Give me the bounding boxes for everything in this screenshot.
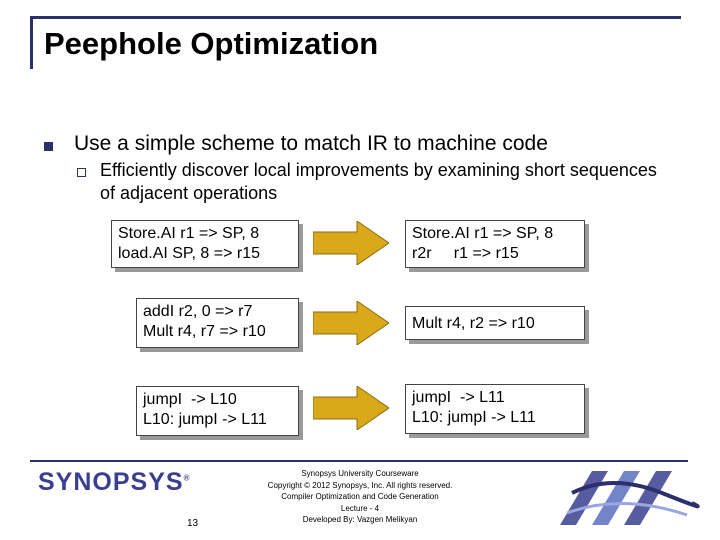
footer-divider [30,460,688,462]
logo-registered-mark: ® [183,473,191,483]
sub-bullet-square-icon [77,168,86,177]
page-number: 13 [187,518,199,529]
sub-bullet-text: Efficiently discover local improvements by examining short sequences of adjacent operations [100,160,657,203]
synopsys-logo [38,468,190,497]
code-line: L10: jumpI -> L11 [412,409,536,426]
code-line: Store.AI r1 => SP, 8 [118,225,260,242]
logo-text: SYNOPSYS [38,468,184,496]
code-line: Store.AI r1 => SP, 8 [412,225,554,242]
code-line: addI r2, 0 => r7 [143,303,253,320]
code-line: Mult r4, r2 => r10 [412,315,535,332]
right-arrow-icon [313,301,389,345]
credit-line: Synopsys University Courseware [301,469,419,478]
code-line: jumpI -> L10 [143,391,237,408]
courseware-credits [250,468,470,526]
university-logo-icon [552,463,702,533]
code-line: r2r r1 => r15 [412,245,519,262]
after-code-box-3 [405,384,585,434]
code-line: load.AI SP, 8 => r15 [118,245,261,262]
before-code-box-1 [111,220,299,268]
credit-line: Compiler Optimization and Code Generation [281,492,439,501]
credit-line: Lecture - 4 [340,503,380,513]
slide-title: Peephole Optimization [44,26,379,61]
code-line: Mult r4, r7 => r10 [143,323,266,340]
before-code-box-2 [136,298,299,348]
right-arrow-icon [313,386,389,430]
bullet-text: Use a simple scheme to match IR to machine code [74,132,548,155]
credit-line: Developed By: Vazgen Melikyan [302,515,418,524]
code-line: L10: jumpI -> L11 [143,411,267,428]
code-line: jumpI -> L11 [412,389,505,406]
after-code-box-1 [405,220,585,268]
after-code-box-2 [405,306,585,340]
before-code-box-3 [136,386,299,436]
credit-line: Copyright © 2012 Synopsys, Inc. All rights reserved. [267,480,453,490]
right-arrow-icon [313,221,389,265]
bullet-square-icon [44,142,53,151]
